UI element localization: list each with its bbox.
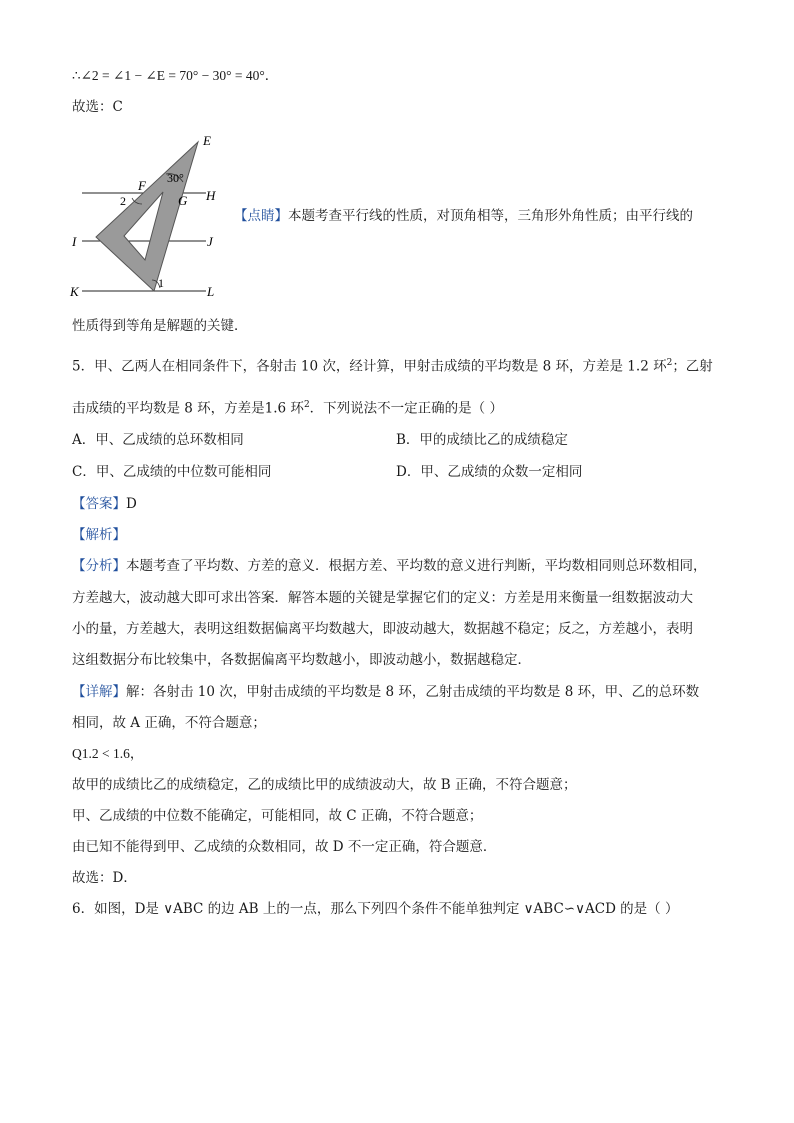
analysis-heading: [72, 525, 126, 545]
label-I: I: [72, 234, 77, 249]
label-J: J: [207, 234, 213, 249]
xiangjie-text-1: 解：各射击 10 次，甲射击成绩的平均数是 8 环，乙射击成绩的平均数是 8 环，甲、乙的总环数: [126, 684, 700, 700]
fenxi-line-4: 这组数据分布比较集中，各数据偏离平均数越小，即波动越小，数据越稳定．: [72, 652, 531, 668]
geometry-figure: [66, 130, 236, 305]
note-line-1: [234, 206, 693, 226]
fenxi-line-3: 小的量，方差越大，表明这组数据偏离平均数越大，即波动越大，数据越不稳定；反之，方差越小，表明: [72, 621, 693, 637]
q5-sup-a: 2: [666, 358, 673, 368]
q5-line-2: [72, 395, 503, 419]
q5-tail-b: ．下列说法不一定正确的是（ ）: [309, 400, 503, 417]
analysis-bracket: 【解析】: [72, 527, 126, 543]
answer-bracket: 【答案】: [72, 496, 126, 512]
xiangjie-line-3: Q1.2 < 1.6，: [72, 746, 144, 761]
set-square-triangle: [96, 142, 198, 291]
label-F: F: [138, 178, 146, 193]
fenxi-bracket: 【分析】: [72, 558, 126, 574]
xiangjie-line-7: 故选：D．: [72, 870, 137, 886]
q5-line-1: [72, 353, 713, 377]
xiangjie-line-6: 由已知不能得到甲、乙成绩的众数相同，故 D 不一定正确，符合题意．: [72, 839, 497, 855]
option-c: C．甲、乙成绩的中位数可能相同: [72, 464, 272, 480]
label-H: H: [206, 188, 216, 203]
xiangjie-line-1: [72, 682, 699, 702]
label-K: K: [70, 284, 79, 299]
label-angle-2: 2: [120, 194, 126, 208]
option-a: A．甲、乙成绩的总环数相同: [72, 432, 244, 448]
note-text-1: 本题考查平行线的性质，对顶角相等，三角形外角性质；由平行线的: [288, 208, 693, 224]
q5-text-a: 5．甲、乙两人在相同条件下，各射击 10 次，经计算，甲射击成绩的平均数是 8 环，方差是 1.2 环: [72, 358, 667, 375]
fenxi-line-2: 方差越大，波动越大即可求出答案．解答本题的关键是掌握它们的定义：方差是用来衡量一组数据波动大: [72, 590, 693, 606]
xiangjie-line-5: 甲、乙成绩的中位数不能确定，可能相同，故 C 正确，不符合题意；: [72, 808, 483, 824]
note-line-2: 性质得到等角是解题的关键．: [72, 318, 248, 334]
label-E: E: [203, 133, 211, 148]
xiangjie-bracket: 【详解】: [72, 684, 126, 700]
label-L: L: [207, 284, 215, 299]
label-angle-30: 30°: [167, 171, 184, 185]
label-G: G: [178, 193, 188, 208]
xiangjie-line-2: 相同，故 A 正确，不符合题意；: [72, 715, 266, 731]
answer-value: D: [126, 496, 137, 512]
q5-sup-b: 2: [303, 400, 310, 410]
solution-conclusion: ∴∠2 = ∠1 − ∠E = 70° − 30° = 40°．: [72, 68, 279, 83]
fenxi-line-1: [72, 556, 707, 576]
q5-tail-a: ；乙射: [672, 358, 713, 375]
option-d: D．甲、乙成绩的众数一定相同: [396, 464, 583, 480]
note-bracket: 【点睛】: [234, 208, 288, 224]
answer-line: [72, 494, 137, 514]
q6-line: 6．如图，D是 ∨ABC 的边 AB 上的一点，那么下列四个条件不能单独判定 ∨ABC∽∨ACD 的是（ ）: [72, 901, 679, 917]
fenxi-text-1: 本题考查了平均数、方差的意义．根据方差、平均数的意义进行判断，平均数相同则总环数相同，: [126, 558, 707, 574]
label-angle-1: 1: [158, 276, 164, 290]
q5-text-b: 击成绩的平均数是 8 环，方差是1.6 环: [72, 400, 304, 417]
xiangjie-line-4: 故甲的成绩比乙的成绩稳定，乙的成绩比甲的成绩波动大，故 B 正确，不符合题意；: [72, 777, 577, 793]
option-b: B．甲的成绩比乙的成绩稳定: [396, 432, 568, 448]
choose-line: 故选：C: [72, 99, 123, 115]
